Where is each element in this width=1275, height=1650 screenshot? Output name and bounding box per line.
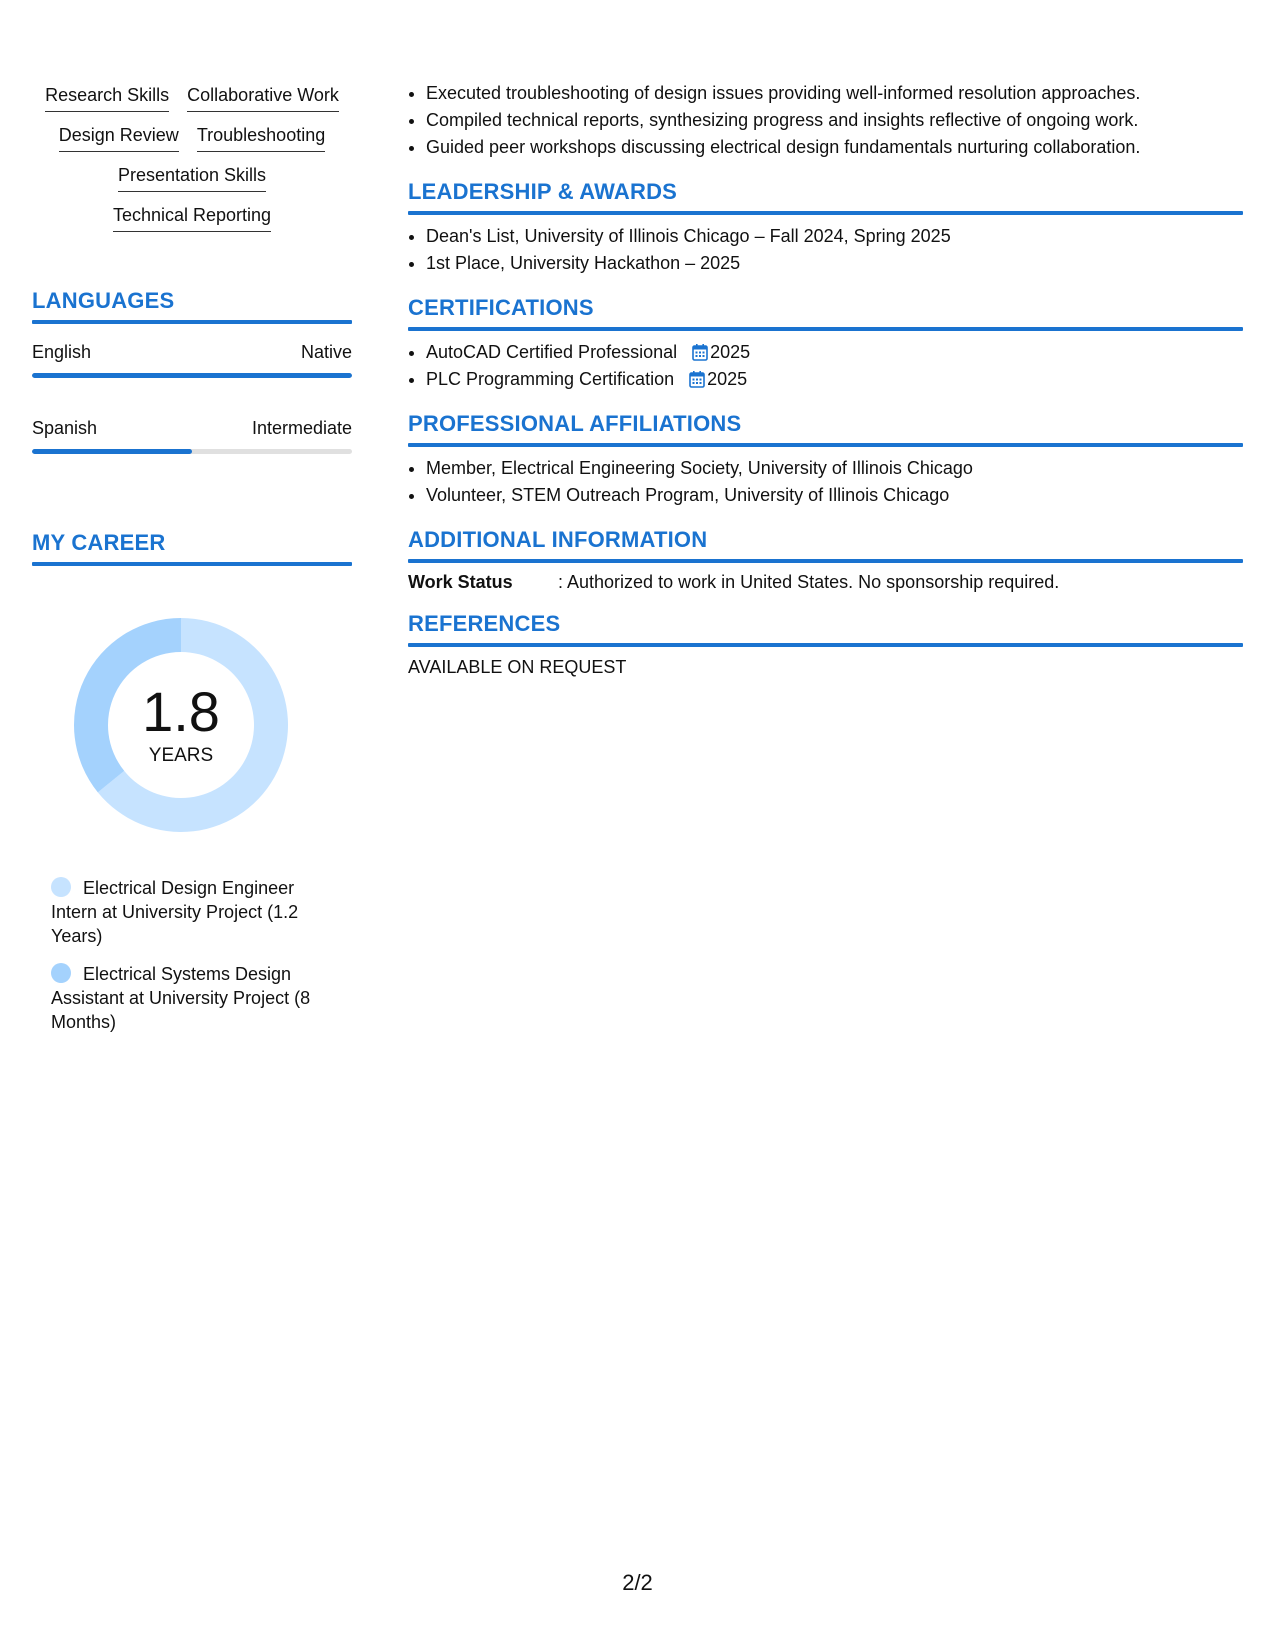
legend-item bbox=[51, 962, 341, 1034]
skill-tag: Presentation Skills bbox=[118, 162, 266, 192]
list-item: • Guided peer workshops discussing electrical design fundamentals nurturing collaboration. bbox=[426, 134, 1243, 161]
language-bar bbox=[32, 373, 352, 378]
legend-item bbox=[51, 876, 341, 948]
career-legend bbox=[51, 876, 341, 1034]
page-number: 2/2 bbox=[622, 1570, 653, 1595]
left-column bbox=[32, 82, 352, 1048]
language-bar-fill bbox=[32, 449, 192, 454]
experience-bullets bbox=[408, 80, 1243, 161]
legend-label: Electrical Design Engineer Intern at University Project (1.2 Years) bbox=[51, 878, 299, 946]
skill-tag: Technical Reporting bbox=[113, 202, 271, 232]
section-divider bbox=[408, 559, 1243, 563]
donut-center bbox=[66, 610, 296, 840]
certification-name: AutoCAD Certified Professional bbox=[426, 342, 678, 362]
certification-year: 2025 bbox=[710, 342, 751, 362]
additional-section bbox=[408, 527, 1243, 593]
references-section bbox=[408, 611, 1243, 678]
certification-item bbox=[426, 339, 1243, 366]
right-column bbox=[408, 80, 1243, 678]
language-level: Native bbox=[300, 342, 352, 362]
certifications-section bbox=[408, 295, 1243, 393]
certification-item bbox=[426, 366, 1243, 393]
certification-year: 2025 bbox=[707, 369, 748, 389]
list-item: • Dean's List, University of Illinois Chicago – Fall 2024, Spring 2025 bbox=[426, 223, 1243, 250]
languages-title: LANGUAGES bbox=[32, 288, 175, 313]
language-bar bbox=[32, 449, 352, 454]
language-row bbox=[32, 342, 352, 363]
info-value: : Authorized to work in United States. No sponsorship required. bbox=[558, 572, 1060, 592]
language-name: English bbox=[32, 342, 92, 362]
list-item: • Member, Electrical Engineering Society, University of Illinois Chicago bbox=[426, 455, 1243, 482]
section-divider bbox=[32, 320, 352, 324]
legend-label: Electrical Systems Design Assistant at University Project (8 Months) bbox=[51, 964, 311, 1032]
list-item: • 1st Place, University Hackathon – 2025 bbox=[426, 250, 1243, 277]
info-row bbox=[408, 572, 1243, 593]
legend-dot bbox=[51, 877, 71, 897]
language-level: Intermediate bbox=[251, 418, 352, 438]
legend-dot bbox=[51, 963, 71, 983]
languages-section bbox=[32, 288, 352, 454]
calendar-icon bbox=[692, 343, 708, 361]
skill-tag: Collaborative Work bbox=[187, 82, 339, 112]
certification-name: PLC Programming Certification bbox=[426, 369, 675, 389]
career-section bbox=[32, 530, 352, 1034]
list-item: • Executed troubleshooting of design issues providing well-informed resolution approaches. bbox=[426, 80, 1243, 107]
section-divider bbox=[32, 562, 352, 566]
list-item: • Compiled technical reports, synthesizing progress and insights reflective of ongoing work. bbox=[426, 107, 1243, 134]
leadership-section bbox=[408, 179, 1243, 277]
skills-list bbox=[32, 82, 352, 232]
additional-title: ADDITIONAL INFORMATION bbox=[408, 527, 708, 552]
info-key: Work Status bbox=[408, 572, 513, 592]
career-title: MY CAREER bbox=[32, 530, 166, 555]
career-donut-chart bbox=[66, 610, 296, 840]
affiliations-title: PROFESSIONAL AFFILIATIONS bbox=[408, 411, 742, 436]
career-total-years: 1.8 bbox=[142, 680, 220, 743]
references-title: REFERENCES bbox=[408, 611, 561, 636]
skill-tag: Research Skills bbox=[45, 82, 169, 112]
section-divider bbox=[408, 211, 1243, 215]
skill-tag: Design Review bbox=[59, 122, 179, 152]
section-divider bbox=[408, 643, 1243, 647]
language-row bbox=[32, 418, 352, 439]
calendar-icon bbox=[689, 370, 705, 388]
certifications-title: CERTIFICATIONS bbox=[408, 295, 594, 320]
references-text: AVAILABLE ON REQUEST bbox=[408, 657, 627, 677]
affiliations-section bbox=[408, 411, 1243, 509]
list-item: • Volunteer, STEM Outreach Program, University of Illinois Chicago bbox=[426, 482, 1243, 509]
language-bar-fill bbox=[32, 373, 352, 378]
language-name: Spanish bbox=[32, 418, 98, 438]
leadership-title: LEADERSHIP & AWARDS bbox=[408, 179, 678, 204]
career-total-unit: YEARS bbox=[148, 745, 214, 766]
section-divider bbox=[408, 327, 1243, 331]
skill-tag: Troubleshooting bbox=[197, 122, 325, 152]
section-divider bbox=[408, 443, 1243, 447]
